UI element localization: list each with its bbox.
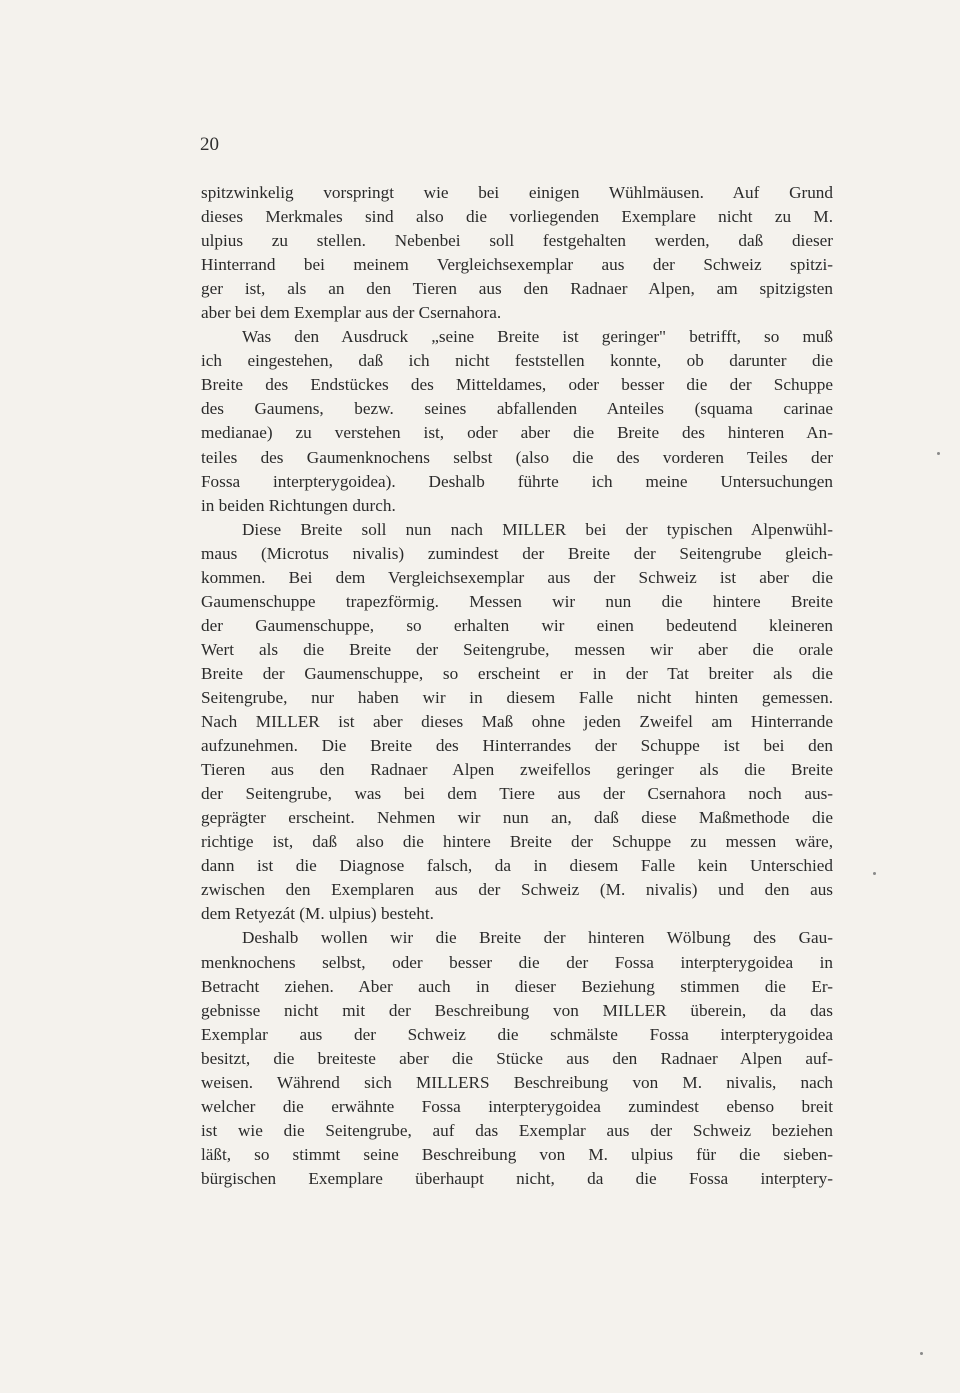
- text-line: geprägter erscheint. Nehmen wir nun an, daß diese Maßmethode die: [201, 808, 833, 828]
- text-line: menknochens selbst, oder besser die der Fossa interpterygoidea in: [201, 952, 833, 972]
- text-line: gebnisse nicht mit der Beschreibung von MILLER überein, da das: [201, 1000, 833, 1020]
- text-line: Gaumenschuppe trapezförmig. Messen wir nun die hintere Breite: [201, 591, 833, 611]
- text-line: der Gaumenschuppe, so erhalten wir einen bedeutend kleineren: [201, 615, 833, 635]
- text-line: Seitengrube, nur haben wir in diesem Falle nicht hinten gemessen.: [201, 687, 833, 707]
- text-line: dem Retyezát (M. ulpius) besteht.: [201, 904, 434, 924]
- text-line: teiles des Gaumenknochens selbst (also die des vorderen Teiles der: [201, 447, 833, 467]
- text-line: besitzt, die breiteste aber die Stücke aus den Radnaer Alpen auf-: [201, 1048, 833, 1068]
- scan-speck: [920, 1352, 923, 1355]
- text-line: Was den Ausdruck „seine Breite ist geringer" betrifft, so muß: [242, 327, 833, 347]
- scan-speck: [873, 872, 876, 875]
- text-line: Fossa interpterygoidea). Deshalb führte ich meine Untersuchungen: [201, 471, 833, 491]
- text-line: Betracht ziehen. Aber auch in dieser Beziehung stimmen die Er-: [201, 976, 833, 996]
- text-line: ist wie die Seitengrube, auf das Exemplar aus der Schweiz beziehen: [201, 1120, 833, 1140]
- text-line: der Seitengrube, was bei dem Tiere aus der Csernahora noch aus-: [201, 784, 833, 804]
- text-line: kommen. Bei dem Vergleichsexemplar aus der Schweiz ist aber die: [201, 567, 833, 587]
- text-line: dieses Merkmales sind also die vorliegenden Exemplare nicht zu M.: [201, 207, 833, 227]
- text-line: Breite des Endstückes des Mitteldames, oder besser die der Schuppe: [201, 375, 833, 395]
- text-line: aufzunehmen. Die Breite des Hinterrandes der Schuppe ist bei den: [201, 736, 833, 756]
- text-line: maus (Microtus nivalis) zumindest der Breite der Seitengrube gleich-: [201, 543, 833, 563]
- text-line: des Gaumens, bezw. seines abfallenden Anteiles (squama carinae: [201, 399, 833, 419]
- text-line: Tieren aus den Radnaer Alpen zweifellos geringer als die Breite: [201, 760, 833, 780]
- text-line: richtige ist, daß also die hintere Breite der Schuppe zu messen wäre,: [201, 832, 833, 852]
- text-line: Wert als die Breite der Seitengrube, messen wir aber die orale: [201, 639, 833, 659]
- text-line: spitzwinkelig vorspringt wie bei einigen Wühlmäusen. Auf Grund: [201, 183, 833, 202]
- text-line: läßt, so stimmt seine Beschreibung von M. ulpius für die sieben-: [201, 1144, 833, 1164]
- text-line: bürgischen Exemplare überhaupt nicht, da die Fossa interptery-: [201, 1168, 833, 1188]
- text-line: ger ist, als an den Tieren aus den Radnaer Alpen, am spitzigsten: [201, 279, 833, 299]
- scan-speck: [937, 452, 940, 455]
- text-line: weisen. Während sich MILLERS Beschreibung von M. nivalis, nach: [201, 1072, 833, 1092]
- text-line: dann ist die Diagnose falsch, da in diesem Falle kein Unterschied: [201, 856, 833, 876]
- text-line: Diese Breite soll nun nach MILLER bei der typischen Alpenwühl-: [242, 519, 833, 539]
- text-line: welcher die erwähnte Fossa interpterygoidea zumindest ebenso breit: [201, 1096, 833, 1116]
- text-line: ich eingestehen, daß ich nicht feststellen konnte, ob darunter die: [201, 351, 833, 371]
- text-line: zwischen den Exemplaren aus der Schweiz (M. nivalis) und den aus: [201, 880, 833, 900]
- text-line: ulpius zu stellen. Nebenbei soll festgehalten werden, daß dieser: [201, 231, 833, 251]
- text-line: in beiden Richtungen durch.: [201, 495, 396, 515]
- text-line: Hinterrand bei meinem Vergleichsexemplar aus der Schweiz spitzi-: [201, 255, 833, 275]
- body-text: [201, 181, 833, 1191]
- text-line: medianae) zu verstehen ist, oder aber die Breite des hinteren An-: [201, 423, 833, 443]
- text-line: Breite der Gaumenschuppe, so erscheint er in der Tat breiter als die: [201, 663, 833, 683]
- text-line: aber bei dem Exemplar aus der Csernahora.: [201, 303, 502, 323]
- text-line: Nach MILLER ist aber dieses Maß ohne jeden Zweifel am Hinterrande: [201, 712, 833, 732]
- page-number: 20: [200, 134, 219, 155]
- text-line: Deshalb wollen wir die Breite der hinteren Wölbung des Gau-: [242, 928, 833, 948]
- text-line: Exemplar aus der Schweiz die schmälste Fossa interpterygoidea: [201, 1024, 833, 1044]
